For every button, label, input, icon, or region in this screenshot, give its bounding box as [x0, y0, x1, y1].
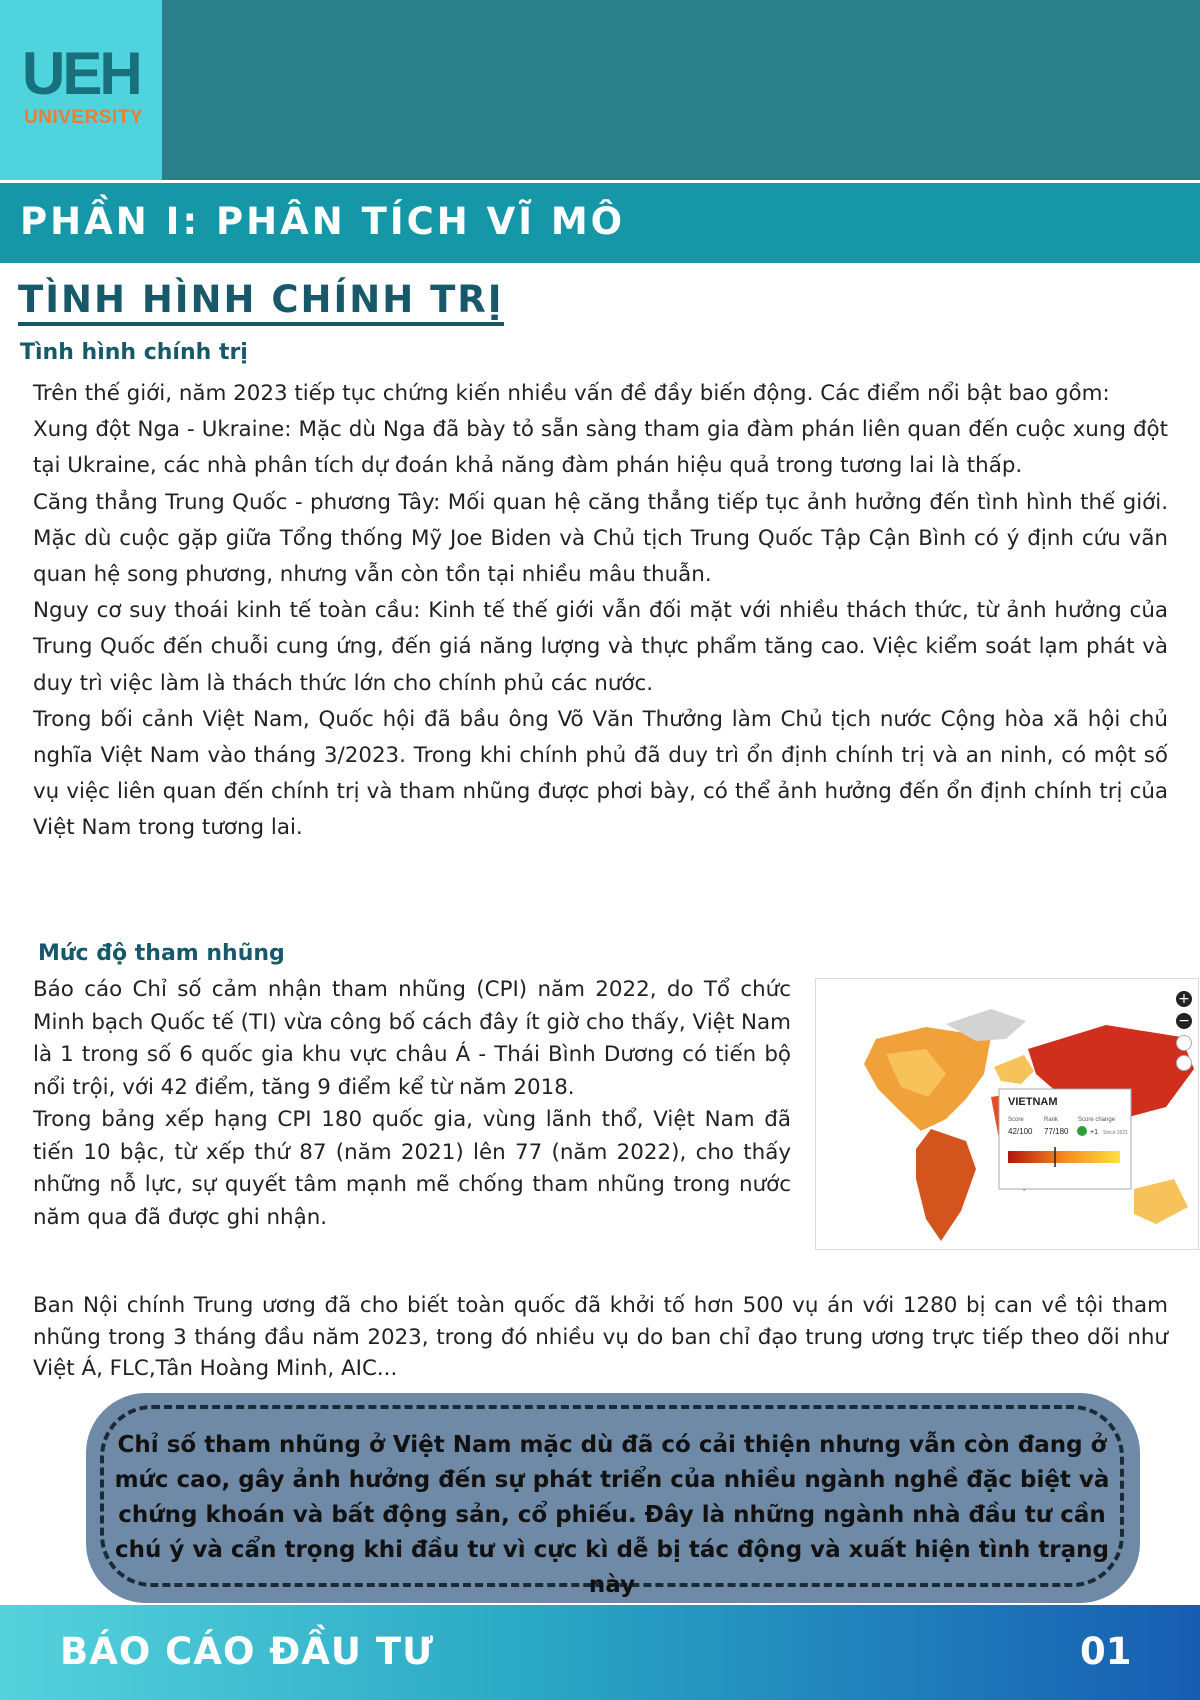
paragraph: Xung đột Nga - Ukraine: Mặc dù Nga đã bày tỏ sẵn sàng tham gia đàm phán liên quan đến cuộc xung đột tại Ukraine, các nhà phân tích dự đoán khả năng đàm phán hiệu quả trong tương lai là thấp. [33, 417, 1168, 479]
callout-text: Chỉ số tham nhũng ở Việt Nam mặc dù đã có cải thiện nhưng vẫn còn đang ở mức cao, gây ảnh hưởng đến sự phát triển của nhiều ngành nghề đặc biệt và chứng khoán và bất động sản, cổ phiếu. Đây là những ngành nhà đầu tư cần chú ý và cẩn trọng khi đầu tư vì cực kì dễ bị tác động và xuất hiện tình trạng này [114, 1432, 1110, 1598]
cpi-color-scale [1008, 1151, 1120, 1163]
corruption-text [33, 974, 791, 1234]
section-title: PHẦN I: PHÂN TÍCH VĨ MÔ [20, 200, 626, 243]
paragraph: Trên thế giới, năm 2023 tiếp tục chứng kiến nhiều vấn đề đầy biến động. Các điểm nổi bật bao gồm: [33, 381, 1110, 406]
paragraph: Căng thẳng Trung Quốc - phương Tây: Mối quan hệ căng thẳng tiếp tục ảnh hưởng đến tình hình thế giới. Mặc dù cuộc gặp giữa Tổng thống Mỹ Joe Biden và Chủ tịch Trung Quốc Tập Cận Bình có ý định cứu vãn quan hệ song phương, nhưng vẫn còn tồn tại nhiều mâu thuẫn. [33, 489, 1168, 588]
logo-wordmark: UEH [22, 40, 140, 107]
page-number: 01 [1080, 1630, 1132, 1673]
card-score: 42/100 [1008, 1127, 1033, 1136]
card-change: +1 [1090, 1129, 1098, 1136]
paragraph: Báo cáo Chỉ số cảm nhận tham nhũng (CPI) năm 2022, do Tổ chức Minh bạch Quốc tế (TI) vừa công bố cách đây ít giờ cho thấy, Việt Nam là 1 trong số 6 quốc gia khu vực châu Á - Thái Bình Dương có tiến bộ nổi trội, với 42 điểm, tăng 9 điểm kể từ năm 2018. [33, 977, 791, 1100]
zoom-in-button[interactable]: + [1176, 991, 1192, 1007]
paragraph: Trong bảng xếp hạng CPI 180 quốc gia, vùng lãnh thổ, Việt Nam đã tiến 10 bậc, từ xếp thứ 87 (năm 2021) lên 77 (năm 2022), cho thấy những nỗ lực, sự quyết tâm mạnh mẽ chống tham nhũng trong nước năm qua đã được ghi nhận. [33, 1107, 791, 1230]
corruption-closing: Ban Nội chính Trung ương đã cho biết toàn quốc đã khởi tố hơn 500 vụ án với 1280 bị can về tội tham nhũng trong 3 tháng đầu năm 2023, trong đó nhiều vụ do ban chỉ đạo trung ương trực tiếp theo dõi như Việt Á, FLC,Tân Hoàng Minh, AIC... [33, 1293, 1168, 1381]
corruption-subheading: Mức độ tham nhũng [38, 941, 285, 966]
card-rank: 77/180 [1044, 1127, 1069, 1136]
svg-text:Score: Score [1008, 1117, 1024, 1123]
page-heading: TÌNH HÌNH CHÍNH TRỊ [18, 278, 504, 326]
svg-text:Rank: Rank [1044, 1117, 1059, 1123]
zoom-out-button[interactable]: − [1176, 1013, 1192, 1029]
cpi-world-map [815, 978, 1199, 1250]
logo [0, 0, 162, 180]
politics-subheading: Tình hình chính trị [20, 340, 248, 365]
paragraph: Trong bối cảnh Việt Nam, Quốc hội đã bầu ông Võ Văn Thưởng làm Chủ tịch nước Cộng hòa xã hội chủ nghĩa Việt Nam vào tháng 3/2023. Trong khi chính phủ đã duy trì ổn định chính trị và an ninh, có một số vụ việc liên quan đến chính trị và tham nhũng được phơi bày, có thể ảnh hưởng đến ổn định chính trị của Việt Nam trong tương lai. [33, 706, 1168, 841]
vietnam-info-card [999, 1089, 1131, 1189]
change-indicator-icon [1077, 1126, 1087, 1136]
svg-text:Since 2021: Since 2021 [1103, 1130, 1129, 1136]
logo-subtitle: UNIVERSITY [24, 107, 144, 128]
share-icon[interactable] [1176, 1055, 1192, 1071]
footer-title: BÁO CÁO ĐẦU TƯ [60, 1630, 435, 1673]
home-icon[interactable] [1176, 1035, 1192, 1051]
world-map-graphic [816, 979, 1198, 1249]
politics-text [33, 376, 1168, 847]
svg-text:Score change: Score change [1078, 1117, 1116, 1123]
paragraph: Nguy cơ suy thoái kinh tế toàn cầu: Kinh tế thế giới vẫn đối mặt với nhiều thách thức, từ ảnh hưởng của Trung Quốc đến chuỗi cung ứng, đến giá năng lượng và thực phẩm tăng cao. Việc kiểm soát lạm phát và duy trì việc làm là thách thức lớn cho chính phủ các nước. [33, 598, 1168, 696]
card-country: VIETNAM [1008, 1096, 1058, 1108]
header-band [0, 0, 1200, 180]
